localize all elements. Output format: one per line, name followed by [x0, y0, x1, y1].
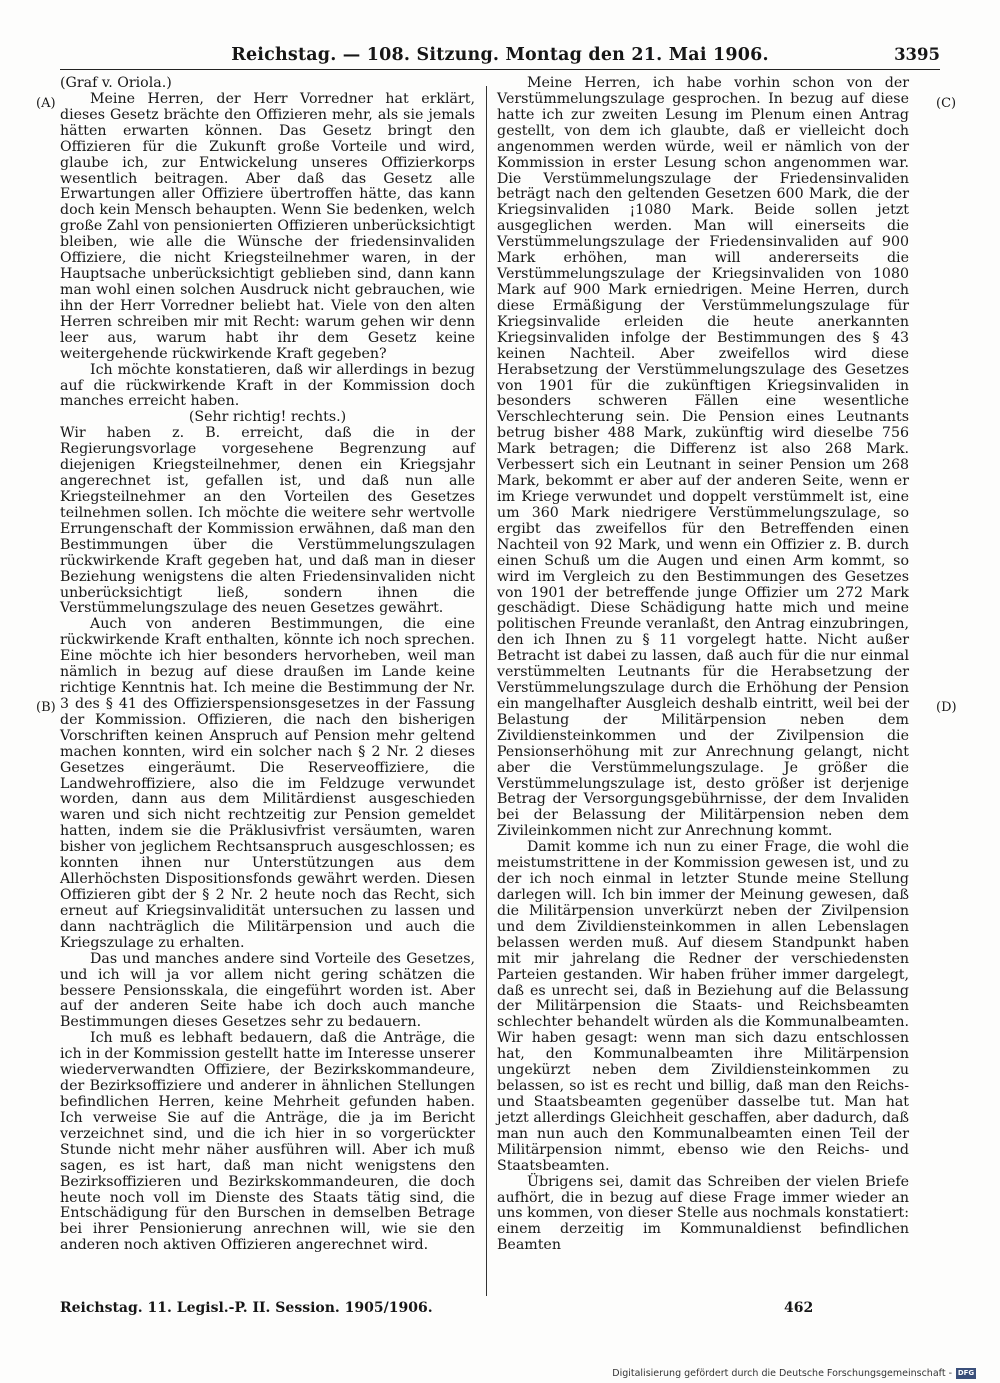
- paragraph: Damit komme ich nun zu einer Frage, die wohl die meistumstrittene in der Kommission gewesen ist, und zu der ich noch einmal in letzter Stunde meine Stellung darlegen will. Ich bin immer der Meinung gewesen, daß die Militärpension unverkürzt neben der Zivilpension und dem Zivildiensteinkommen in allen Lebenslagen belassen werden muß. Auf diesem Standpunkt haben mit mir jahrelang die Redner der verschiedensten Parteien gestanden. Wir haben früher immer dargelegt, daß es unrecht sei, daß in Beziehung auf die Belassung der Militärpension die Staats- und Reichsbeamten schlechter behandelt würden als die Kommunalbeamten. Wir haben gesagt: wenn man sich dazu entschlossen hat, den Kommunalbeamten ihre Militärpension ungekürzt neben dem Zivildiensteinkommen zu belassen, so ist es recht und billig, daß man den Reichs- und Staatsbeamten gegenüber dasselbe tut. Man hat jetzt allerdings Gleichheit geschaffen, aber dadurch, daß man nun auch den Kommunalbeamten einen Teil der Militärpension nimmt, ebenso wie den Reichs- und Staatsbeamten.: [497, 839, 909, 1174]
- left-column: [60, 76, 475, 1254]
- header-title: Reichstag. — 108. Sitzung. Montag den 21. Mai 1906.: [231, 45, 769, 65]
- margin-marker-b: (B): [36, 700, 56, 715]
- column-divider: [486, 86, 487, 1296]
- paragraph: Meine Herren, der Herr Vorredner hat erklärt, dieses Gesetz brächte den Offizieren mehr, als sie jemals hätten erwarten können. Das Gesetz bringt den Offizieren für die Zukunft große Vorteile und wird, glaube ich, zur Entwickelung unseres Offizierkorps wesentlich beitragen. Aber daß das Gesetz alle Erwartungen aller Offiziere übertroffen hätte, das kann doch kein Mensch behaupten. Wenn Sie bedenken, welch große Zahl von pensionierten Offizieren unberücksichtigt bleiben, wie alle die Wünsche der friedensinvaliden Offiziere, die nicht Kriegsteilnehmer waren, in der Hauptsache unberücksichtigt geblieben sind, dann kann man wohl einen solchen Ausdruck nicht gebrauchen, wie ihn der Herr Vorredner beliebt hat. Viele von den alten Herren schreiben mir mit Recht: warum gehen wir denn leer aus, warum habt ihr dem Gesetz keine weitergehende rückwirkende Kraft gegeben?: [60, 90, 475, 362]
- right-column: [497, 76, 909, 1254]
- footer-sheet-number: 462: [784, 1300, 814, 1316]
- paragraph: Ich möchte konstatieren, daß wir allerdings in bezug auf die rückwirkende Kraft in der Kommission doch manches erreicht haben.: [60, 361, 475, 410]
- margin-marker-d: (D): [936, 700, 957, 715]
- paragraph: Wir haben z. B. erreicht, daß die in der Regierungsvorlage vorgesehene Begrenzung auf diejenigen Kriegsteilnehmer, denen ein Kriegsjahr angerechnet ist, gefallen ist, und daß nun alle Kriegsteilnehmer an den Vorteilen des Gesetzes teilnehmen sollen. Ich möchte die weitere sehr wertvolle Errungenschaft der Kommission erwähnen, daß man den Bestimmungen über die Verstümmelungszulagen rückwirkende Kraft gegeben hat, und daß man in dieser Beziehung wenigstens die alten Friedensinvaliden nicht unberücksichtigt ließ, sondern ihnen die Verstümmelungszulage des neuen Gesetzes gewährt.: [60, 425, 475, 617]
- paragraph: Ich muß es lebhaft bedauern, daß die Anträge, die ich in der Kommission gestellt hatte im Interesse unserer wiederverwandten Offiziere, der Bezirkskommandeure, der Bezirksoffiziere und anderer in ähnlichen Stellungen befindlichen Herren, keine Mehrheit gefunden haben. Ich verweise Sie auf die Anträge, die ja im Bericht verzeichnet sind, und die ich hier in so vorgerückter Stunde nicht mehr näher ausführen will. Aber ich muß sagen, es ist hart, daß man nicht wenigstens den Bezirksoffizieren und Bezirkskommandeuren, die doch heute noch voll im Dienste des Staats tätig sind, die Entschädigung für den Burschen in demselben Betrage bei ihrer Pensionierung anrechnen will, wie sie den anderen noch aktiven Offizieren angerechnet wird.: [60, 1030, 475, 1254]
- page-number: 3395: [894, 45, 940, 64]
- page-header: [60, 45, 940, 70]
- paragraph: Auch von anderen Bestimmungen, die eine rückwirkende Kraft enthalten, könnte ich noch sprechen. Eine möchte ich hier besonders hervorheben, weil man nämlich in bezug auf diese draußen im Lande keine richtige Kenntnis hat. Ich meine die Bestimmung der Nr. 3 des § 41 des Offizierspensionsgesetzes in der Fassung der Kommission. Offizieren, die nach den bisherigen Vorschriften keinen Anspruch auf Pension mehr geltend machen konnten, wird ein solcher nach § 2 Nr. 2 dieses Gesetzes eingeräumt. Die Reserveoffiziere, die Landwehroffiziere, also die im Feldzuge verwundet worden, dann aus dem Militärdienst ausgeschieden waren und sich nicht rechtzeitig zur Pension gemeldet hatten, indem sie die Präklusivfrist versäumten, waren bisher von jeglichem Rechtsanspruch ausgeschlossen; es konnten ihnen nur Unterstützungen aus dem Allerhöchsten Dispositionsfonds gewährt werden. Diesen Offizieren gibt der § 2 Nr. 2 heute noch das Recht, sich erneut auf Kriegsinvalidität untersuchen zu lassen und dann nachträglich die Militärpension und auch die Kriegszulage zu erhalten.: [60, 616, 475, 951]
- interjection: (Sehr richtig! rechts.): [188, 409, 347, 426]
- speaker-label: (Graf v. Oriola.): [60, 75, 172, 91]
- paragraph: Meine Herren, ich habe vorhin schon von der Verstümmelungszulage gesprochen. In bezug auf diese hatte ich zur zweiten Lesung im Plenum einen Antrag gestellt, von dem ich glaubte, daß er vielleicht doch angenommen werden würde, weil er nämlich von der Kommission in erster Lesung schon angenommen war. Die Verstümmelungszulage der Friedensinvaliden beträgt nach den geltenden Gesetzen 600 Mark, die der Kriegsinvaliden ¡1080 Mark. Beide sollen jetzt ausgeglichen werden. Man will einerseits die Verstümmelungszulage der Friedensinvaliden auf 900 Mark erhöhen, man will andererseits die Verstümmelungszulage der Kriegsinvaliden von 1080 Mark auf 900 Mark erniedrigen. Meine Herren, durch diese Ermäßigung der Verstümmelungszulage für Kriegsinvalide erleiden die heute anerkannten Kriegsinvaliden infolge der Bestimmungen des § 43 keinen Nachteil. Aber zweifellos wird diese Herabsetzung der Verstümmelungszulage des Gesetzes von 1901 für die zukünftigen Kriegsinvaliden in besonders schweren Fällen eine wesentliche Verschlechterung sein. Die Pension eines Leutnants betrug bisher 488 Mark, zukünftig wird dieselbe 756 Mark betragen; die Differenz ist also 268 Mark. Verbessert sich ein Leutnant in seiner Pension um 268 Mark, bekommt er aber auf der anderen Seite, wenn er im Kriege verwundet und doppelt verstümmelt ist, eine um 360 Mark niedrigere Verstümmelungszulage, so ergibt das zweifellos für den Betreffenden einen Nachteil von 92 Mark, und wenn ein Offizier z. B. durch einen Schuß um die Augen und einen Arm kommt, so wird im Vergleich zu den Bestimmungen des Gesetzes von 1901 der betreffende junge Offizier um 272 Mark geschädigt. Diese Schädigung hatte mich und meine politischen Freunde veranlaßt, den Antrag einzubringen, den ich Ihnen zu § 11 vorgelegt hatte. Nicht außer Betracht ist dabei zu lassen, daß auch für die nur einmal verstümmelten Leutnants für die Herabsetzung der Verstümmelungszulage durch die Erhöhung der Pension ein mangelhafter Ausgleich deshalb eintritt, weil bei der Belastung der Militärpension neben dem Zivildiensteinkommen und der Zivilpension die Pensionserhöhung mit zur Anrechnung gelangt, nicht aber die Verstümmelungszulage. Je größer die Verstümmelungszulage ist, desto größer ist derjenige Betrag der Versorgungsgebührnisse, der dem Invaliden bei der Belassung der Militärpension neben dem Zivileinkommen nicht zur Anrechnung kommt.: [497, 75, 909, 840]
- footer-session: Reichstag. 11. Legisl.-P. II. Session. 1905/1906.: [60, 1300, 433, 1316]
- margin-marker-c: (C): [936, 96, 957, 111]
- dfg-logo: DFG: [957, 1369, 975, 1377]
- paragraph: Das und manches andere sind Vorteile des Gesetzes, und ich will ja vor allem nicht gering schätzen die bessere Pensionsskala, die eingeführt worden ist. Aber auf der anderen Seite habe ich doch auch manche Bestimmungen dieses Gesetzes sehr zu bedauern.: [60, 950, 475, 1031]
- paragraph: Übrigens sei, damit das Schreiben der vielen Briefe aufhört, die in bezug auf diese Frage immer wieder an uns kommen, von dieser Stelle aus nochmals konstatiert: einem derzeitig im Kommunaldienst befindlichen Beamten: [497, 1173, 909, 1254]
- margin-marker-a: (A): [36, 96, 56, 111]
- digitization-text: Digitalisierung gefördert durch die Deutsche Forschungsgemeinschaft -: [612, 1368, 952, 1379]
- digitization-note: [612, 1368, 976, 1379]
